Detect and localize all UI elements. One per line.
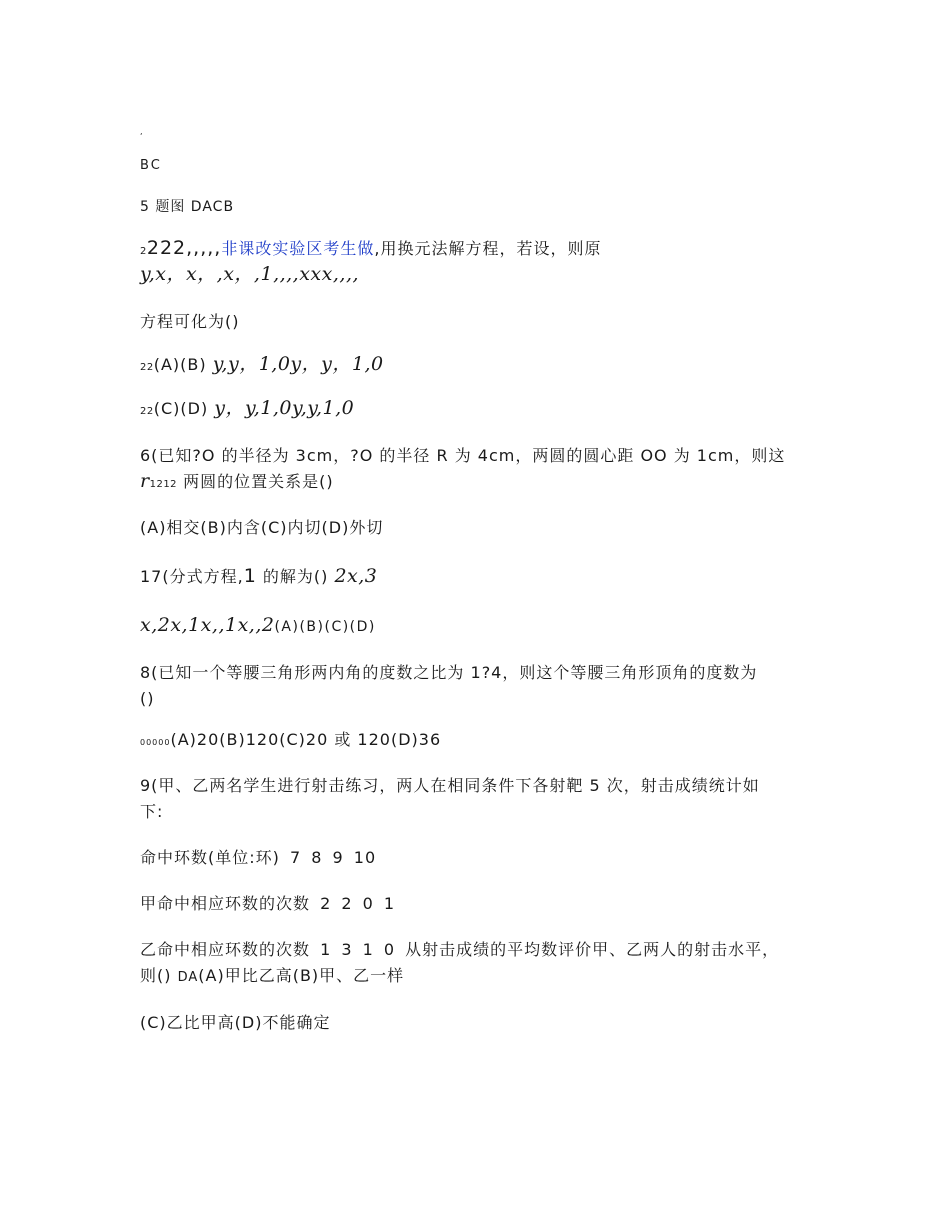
- q7-math: 2x,3: [334, 565, 378, 587]
- q9-line2: 下:: [140, 802, 164, 821]
- q9-cont-sm: DA: [177, 970, 199, 985]
- q6-line2: [140, 471, 334, 495]
- table-header: 命中环数(单位:环) 7 8 9 10: [140, 848, 377, 867]
- q7-mid: 的解为(): [256, 567, 335, 586]
- q7-options: [140, 615, 376, 637]
- q8-options-pre: 00000: [140, 738, 171, 747]
- q-sub-math: y,x，x，,x，,1,,,,xxx,,,,: [140, 263, 360, 285]
- non-reform-link[interactable]: 非课改实验区考生做: [221, 239, 375, 258]
- q7-text: 17(分式方程,: [140, 567, 244, 586]
- q-sub-line: [140, 238, 601, 262]
- q8-line2: (): [140, 689, 155, 708]
- q9-cont-text: 则(): [140, 966, 178, 985]
- q-sub-cont: 方程可化为(): [140, 312, 240, 331]
- q7-line: [140, 566, 377, 587]
- q6-line1: 6(已知?O 的半径为 3cm，?O 的半径 R 为 4cm，两圆的圆心距 OO 为 1cm，则这: [140, 446, 786, 465]
- q6-r: r: [140, 470, 150, 492]
- table-row-yi: 乙命中相应环数的次数 1 3 1 0 从射击成绩的平均数评价甲、乙两人的射击水平，: [140, 940, 780, 959]
- stray-mark: ,: [140, 127, 144, 136]
- q-sub-rest: ,用换元法解方程，若设，则原: [374, 239, 602, 258]
- q9-last-options: (C)乙比甲高(D)不能确定: [140, 1013, 331, 1032]
- q-sub-lead: 222,,,,,: [146, 237, 222, 259]
- q7-options-labels: (A)(B)(C)(D): [274, 619, 376, 635]
- q7-options-math: x,2x,1x,,1x,,2: [140, 614, 275, 636]
- q8-line1: 8(已知一个等腰三角形两内角的度数之比为 1?4，则这个等腰三角形顶角的度数为: [140, 663, 758, 682]
- q9-line1: 9(甲、乙两名学生进行射击练习，两人在相同条件下各射靶 5 次，射击成绩统计如: [140, 776, 760, 795]
- q8-options-text: (A)20(B)120(C)20 或 120(D)36: [170, 730, 442, 749]
- options-ab-math: y,y，1,0y，y，1,0: [212, 353, 384, 375]
- q6-options: (A)相交(B)内含(C)内切(D)外切: [140, 518, 384, 537]
- options-cd-math: y，y,1,0y,y,1,0: [214, 397, 355, 419]
- q5-figure-label: [140, 197, 234, 217]
- table-row-jia: 甲命中相应环数的次数 2 2 0 1: [140, 894, 396, 913]
- q6-sub: 1212: [149, 479, 178, 490]
- q9-cont-rest: (A)甲比乙高(B)甲、乙一样: [198, 966, 405, 985]
- options-ab-pre: 22: [140, 362, 154, 373]
- q7-num: 1: [243, 565, 257, 587]
- options-cd-pre: 22: [140, 406, 154, 417]
- q8-options: [140, 730, 441, 753]
- options-ab: [140, 354, 384, 378]
- q5-figure-text: 5 题图 DACB: [140, 199, 235, 215]
- options-cd: [140, 398, 354, 422]
- q9-cont: [140, 966, 404, 988]
- options-cd-label: (C)(D): [153, 399, 209, 418]
- options-ab-label: (A)(B): [153, 355, 207, 374]
- answer-bc: BC: [140, 158, 162, 173]
- q-sub-sup: 2: [140, 246, 147, 257]
- q6-rest: 两圆的位置关系是(): [177, 472, 334, 491]
